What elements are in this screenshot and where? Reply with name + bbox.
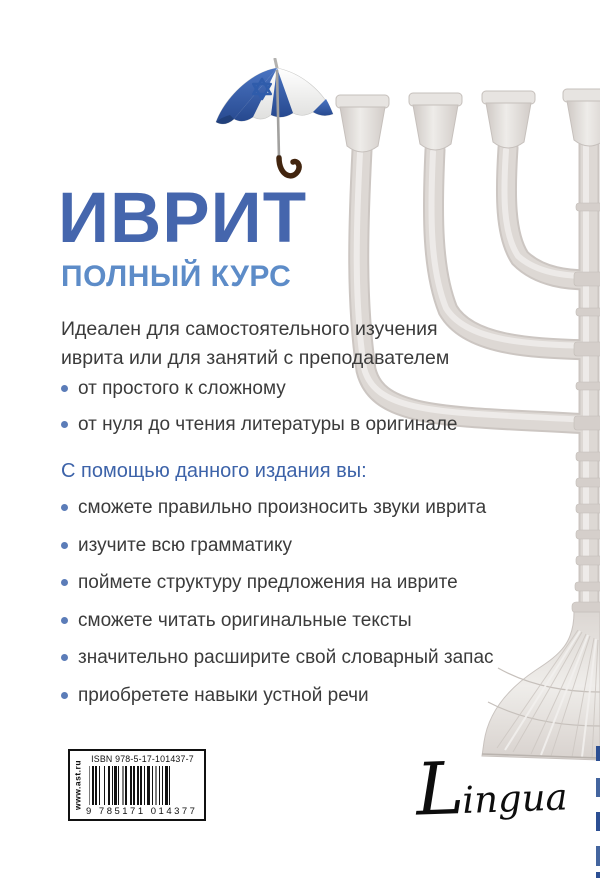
- barcode-main: [84, 753, 201, 817]
- benefit-item: приобретете навыки устной речи: [61, 685, 501, 706]
- spine-edge-mark: [596, 778, 600, 797]
- benefit-item: сможете читать оригинальные тексты: [61, 610, 501, 631]
- benefit-item: значительно расширите свой словарный запас: [61, 647, 501, 668]
- umbrella-icon: [203, 58, 343, 194]
- benefit-item: изучите всю грамматику: [61, 535, 501, 556]
- benefits-heading: С помощью данного издания вы:: [61, 460, 367, 482]
- book-title: ИВРИТ: [58, 179, 308, 258]
- spine-edge-mark: [596, 872, 600, 878]
- isbn-label: ISBN 978-5-17-101437-7: [91, 754, 194, 764]
- barcode-bars: [84, 766, 201, 805]
- publisher-logo-lingua: Lingua: [414, 747, 569, 833]
- benefit-list: [61, 497, 501, 706]
- isbn-barcode: [68, 749, 206, 821]
- umbrella-handle: [279, 158, 299, 176]
- feature-item: от простого к сложному: [61, 378, 491, 399]
- benefit-item: поймете структуру предложения на иврите: [61, 572, 501, 593]
- feature-list: [61, 378, 491, 435]
- feature-item: от нуля до чтения литературы в оригинале: [61, 414, 491, 435]
- intro-text: Идеален для самостоятельного изучения иврита или для занятий с преподавателем: [61, 318, 450, 369]
- barcode-digits: 9 785171 014377: [86, 806, 198, 817]
- spine-edge-mark: [596, 812, 600, 831]
- menorah-candle-cups: [336, 89, 600, 152]
- spine-edge-mark: [596, 846, 600, 866]
- benefit-item: сможете правильно произносить звуки иврита: [61, 497, 501, 518]
- spine-edge-mark: [596, 746, 600, 761]
- publisher-website: www.ast.ru: [72, 759, 83, 811]
- umbrella-tip: [275, 59, 277, 68]
- book-subtitle: ПОЛНЫЙ КУРС: [61, 260, 292, 293]
